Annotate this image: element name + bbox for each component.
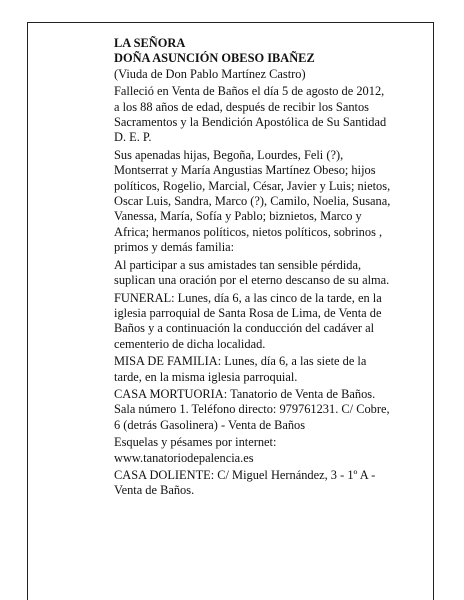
website-link[interactable]: www.tanatoriodepalencia.es bbox=[114, 450, 254, 465]
text-line: políticos, Rogelio, Marcial, César, Javier y Luis; nietos, bbox=[114, 178, 391, 193]
deceased-name: DOÑA ASUNCIÓN OBESO IBAÑEZ bbox=[114, 51, 315, 66]
paragraph-misa bbox=[114, 354, 432, 385]
text-line: Africa; hermanos políticos, nietos políticos, sobrinos , bbox=[114, 224, 383, 239]
border-left bbox=[27, 22, 28, 600]
text-line: Sacramentos y la Bendición Apostólica de Su Santidad bbox=[114, 115, 387, 130]
text-line: D. E. P. bbox=[114, 130, 152, 145]
paragraph-death bbox=[114, 84, 432, 146]
obituary-text bbox=[114, 36, 432, 501]
paragraph-funeral bbox=[114, 291, 432, 353]
text-line: Esquelas y pésames por internet: bbox=[114, 435, 277, 450]
text-line: CASA DOLIENTE: C/ Miguel Hernández, 3 - 1º A - bbox=[114, 467, 376, 482]
paragraph-family bbox=[114, 148, 432, 256]
text-line: tarde, en la misma iglesia parroquial. bbox=[114, 369, 298, 384]
paragraph-mortuoria bbox=[114, 387, 432, 433]
text-line: primos y demás familia: bbox=[114, 240, 235, 255]
text-line: Venta de Baños. bbox=[114, 483, 195, 498]
text-line: Vanessa, María, Sofía y Pablo; biznietos, Marco y bbox=[114, 209, 362, 224]
deceased-subtitle: (Viuda de Don Pablo Martínez Castro) bbox=[114, 66, 306, 81]
text-line: CASA MORTUORIA: Tanatorio de Venta de Baños. bbox=[114, 386, 376, 401]
text-line: Sus apenadas hijas, Begoña, Lourdes, Feli (?), bbox=[114, 147, 344, 162]
text-line: Sala número 1. Teléfono directo: 979761231. C/ Cobre, bbox=[114, 402, 390, 417]
border-right bbox=[433, 22, 434, 600]
text-line: iglesia parroquial de Santa Rosa de Lima, de Venta de bbox=[114, 305, 382, 320]
text-line: a los 88 años de edad, después de recibir los Santos bbox=[114, 99, 369, 114]
text-line: Oscar Luis, Sandra, Marco (?), Camilo, Noelia, Susana, bbox=[114, 194, 391, 209]
text-line: Falleció en Venta de Baños el día 5 de agosto de 2012, bbox=[114, 84, 385, 99]
text-line: Al participar a sus amistades tan sensible pérdida, bbox=[114, 257, 362, 272]
text-line: cementerio de dicha localidad. bbox=[114, 336, 266, 351]
text-line: suplican una oración por el eterno descanso de su alma. bbox=[114, 273, 390, 288]
text-line: 6 (detrás Gasolinera) - Venta de Baños bbox=[114, 417, 306, 432]
text-line: MISA DE FAMILIA: Lunes, día 6, a las siete de la bbox=[114, 354, 367, 369]
border-top bbox=[27, 22, 434, 23]
paragraph-request bbox=[114, 258, 432, 289]
text-line: Baños y a continuación la conducción del cadáver al bbox=[114, 321, 375, 336]
text-line: FUNERAL: Lunes, día 6, a las cinco de la tarde, en la bbox=[114, 290, 382, 305]
paragraph-doliente bbox=[114, 468, 432, 499]
text-line: Montserrat y María Angustias Martínez Obeso; hijos bbox=[114, 163, 376, 178]
paragraph-internet bbox=[114, 435, 432, 466]
obituary-title: LA SEÑORA bbox=[114, 36, 186, 50]
